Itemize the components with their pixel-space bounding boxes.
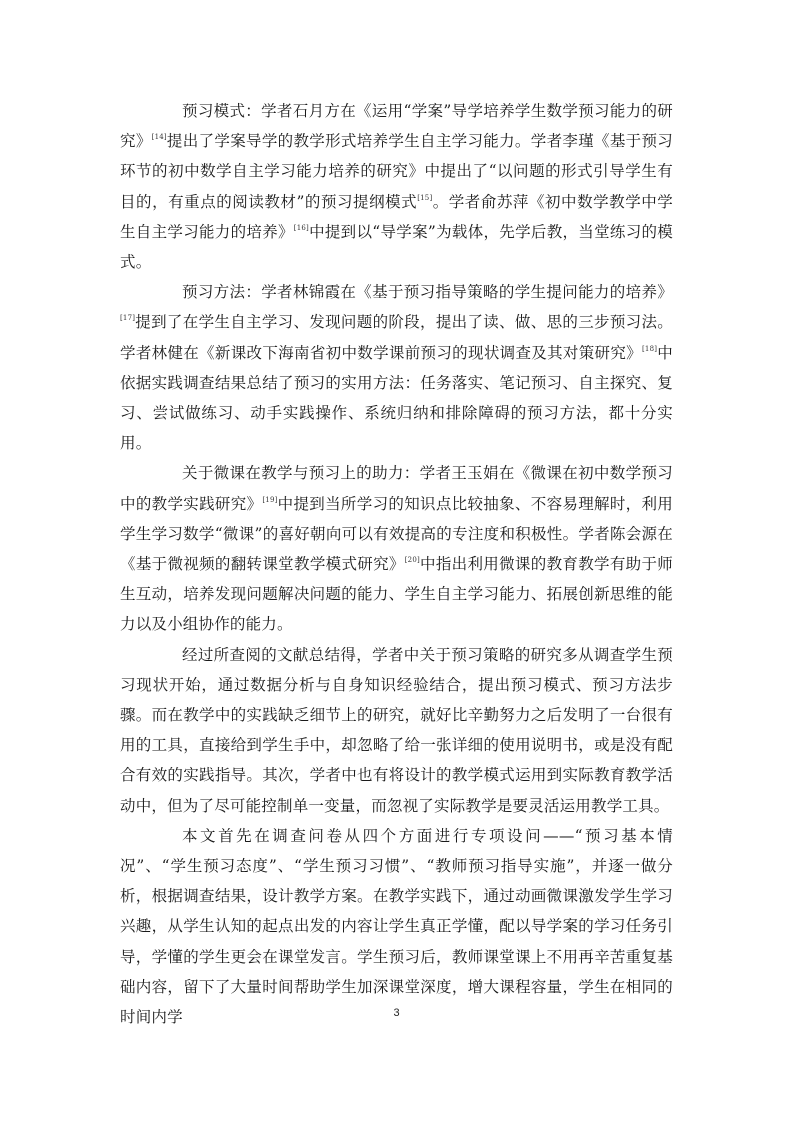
text-segment: 中指出利用微课的教育教学有助于师生互动，培养发现问题解决问题的能力、学生自主学习能力、拓展创新思维的能力以及小组协作的能力。 xyxy=(120,555,673,634)
citation-ref: [18] xyxy=(642,344,658,353)
citation-ref: [20] xyxy=(404,556,420,565)
citation-ref: [16] xyxy=(293,223,309,232)
citation-ref: [14] xyxy=(151,133,167,142)
page-number: 3 xyxy=(393,1007,400,1019)
paragraph-preview-methods xyxy=(120,277,673,458)
citation-ref: [17] xyxy=(120,314,136,323)
text-segment: 关于微课在教学与预习上的助力：学者王玉娟在《微课在初中数学预习中的教学实践研究》 xyxy=(120,464,673,513)
citation-ref: [19] xyxy=(262,495,278,504)
paragraph-micro-lessons xyxy=(120,458,673,639)
text-segment: 经过所查阅的文献总结得，学者中关于预习策略的研究多从调查学生预习现状开始，通过数据分析与自身知识经验结合，提出预习模式、预习方法步骤。而在教学中的实践缺乏细节上的研究，就好比辛勤努力之后发明了一台很有用的工具，直接给到学生手中，却忽略了给一张详细的使用说明书，或是没有配合有效的实践指导。其次，学者中也有将设计的教学模式运用到实际教育教学活动中，但为了尽可能控制单一变量，而忽视了实际教学是要灵活运用教学工具。 xyxy=(120,645,673,815)
text-segment: 预习模式：学者石月方在《运用“学案”导学培养学生数学预习能力的研究》 xyxy=(120,102,673,151)
paragraph-preview-mode xyxy=(120,96,673,277)
paragraph-literature-summary xyxy=(120,640,673,821)
text-segment: 中提到以“导学案”为载体，先学后教，当堂练习的模式。 xyxy=(120,222,673,272)
text-segment: 中依据实践调查结果总结了预习的实用方法：任务落实、笔记预习、自主探究、复习、尝试做练习、动手实践操作、系统归纳和排除障碍的预习方法，都十分实用。 xyxy=(120,343,673,453)
text-segment: 提出了学案导学的教学形式培养学生自主学习能力。学者李瑾《基于预习环节的初中数学自主学习能力培养的研究》中提出了“以问题的形式引导学生有目的，有重点的阅读教材”的预习提纲模式 xyxy=(120,132,673,211)
text-segment: 中提到当所学习的知识点比较抽象、不容易理解时，利用学生学习数学“微课”的喜好朝向可以有效提高的专注度和积极性。学者陈会源在《基于微视频的翻转课堂教学模式研究》 xyxy=(120,494,673,574)
text-segment: 。学者俞苏萍《初中数学教学中学生自主学习能力的培养》 xyxy=(120,192,673,241)
paragraph-this-paper xyxy=(120,821,673,1032)
citation-ref: [15] xyxy=(417,193,433,202)
body-text xyxy=(120,96,673,1032)
text-segment: 本文首先在调查问卷从四个方面进行专项设问——“预习基本情况”、“学生预习态度”、“学生预习习惯”、“教师预习指导实施”，并逐一做分析，根据调查结果，设计教学方案。在教学实践下，通过动画微课激发学生学习兴趣，从学生认知的起点出发的内容让学生真正学懂，配以导学案的学习任务引导，学懂的学生更会在课堂发言。学生预习后，教师课堂课上不用再辛苦重复基础内容，留下了大量时间帮助学生加深课堂深度，增大课程容量，学生在相同的时间内学 xyxy=(120,826,673,1027)
text-segment: 提到了在学生自主学习、发现问题的阶段，提出了读、做、思的三步预习法。学者林健在《新课改下海南省初中数学课前预习的现状调查及其对策研究》 xyxy=(120,313,673,362)
text-segment: 预习方法：学者林锦霞在《基于预习指导策略的学生提问能力的培养》 xyxy=(182,283,673,302)
